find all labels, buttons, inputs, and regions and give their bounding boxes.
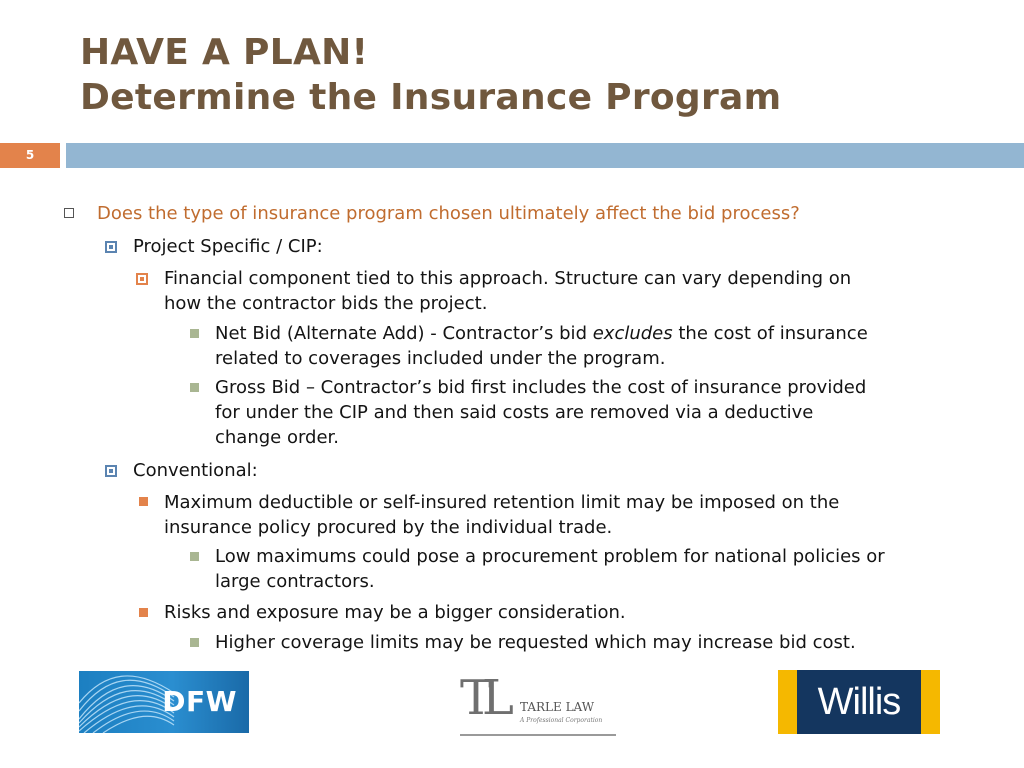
orange-square-bullet-icon (136, 273, 148, 285)
dfw-logo-text: DFW (162, 685, 237, 718)
blue-square-bullet-icon (105, 465, 117, 477)
bullet-conventional: Conventional: (133, 460, 258, 481)
bullet-low-maximums: Low maximums could pose a procurement problem for national policies or large contractors. (215, 546, 885, 592)
slide-title (80, 30, 781, 120)
accent-bar (66, 143, 1024, 168)
willis-logo-text: Willis (797, 670, 921, 734)
title-line-1: HAVE A PLAN! (80, 32, 369, 73)
green-square-bullet-icon (190, 383, 199, 392)
tarle-name: TARLE LAW (520, 700, 595, 714)
tarle-monogram: TL (460, 670, 504, 726)
bullet-project-specific: Project Specific / CIP: (133, 236, 323, 257)
slide-number: 5 (0, 143, 60, 168)
bullet-max-deductible: Maximum deductible or self-insured retention limit may be imposed on the insurance policy procured by the individual trade. (164, 492, 840, 538)
hollow-square-bullet-icon (64, 208, 74, 218)
orange-square-bullet-icon (139, 497, 148, 506)
tarle-rule (460, 734, 616, 736)
bullet-gross-bid: Gross Bid – Contractor’s bid first includes the cost of insurance provided for under the CIP and then said costs are removed via a deductive change order. (215, 377, 867, 448)
blue-square-bullet-icon (105, 241, 117, 253)
tarle-law-logo (460, 668, 616, 738)
green-square-bullet-icon (190, 638, 199, 647)
green-square-bullet-icon (190, 329, 199, 338)
bullet-risks: Risks and exposure may be a bigger consideration. (164, 602, 626, 623)
bullet-financial: Financial component tied to this approach. Structure can vary depending on how the contractor bids the project. (164, 268, 852, 314)
title-line-2: Determine the Insurance Program (80, 77, 782, 118)
orange-square-bullet-icon (139, 608, 148, 617)
bullet-question: Does the type of insurance program chosen ultimately affect the bid process? (97, 203, 800, 224)
tarle-subtitle: A Professional Corporation (520, 717, 603, 724)
green-square-bullet-icon (190, 552, 199, 561)
willis-logo (778, 670, 940, 734)
bullet-net-bid: Net Bid (Alternate Add) - Contractor’s bid excludes the cost of insurance related to coverages included under the program. (215, 323, 868, 369)
bullet-higher-coverage: Higher coverage limits may be requested which may increase bid cost. (215, 632, 856, 653)
dfw-logo (79, 671, 249, 733)
